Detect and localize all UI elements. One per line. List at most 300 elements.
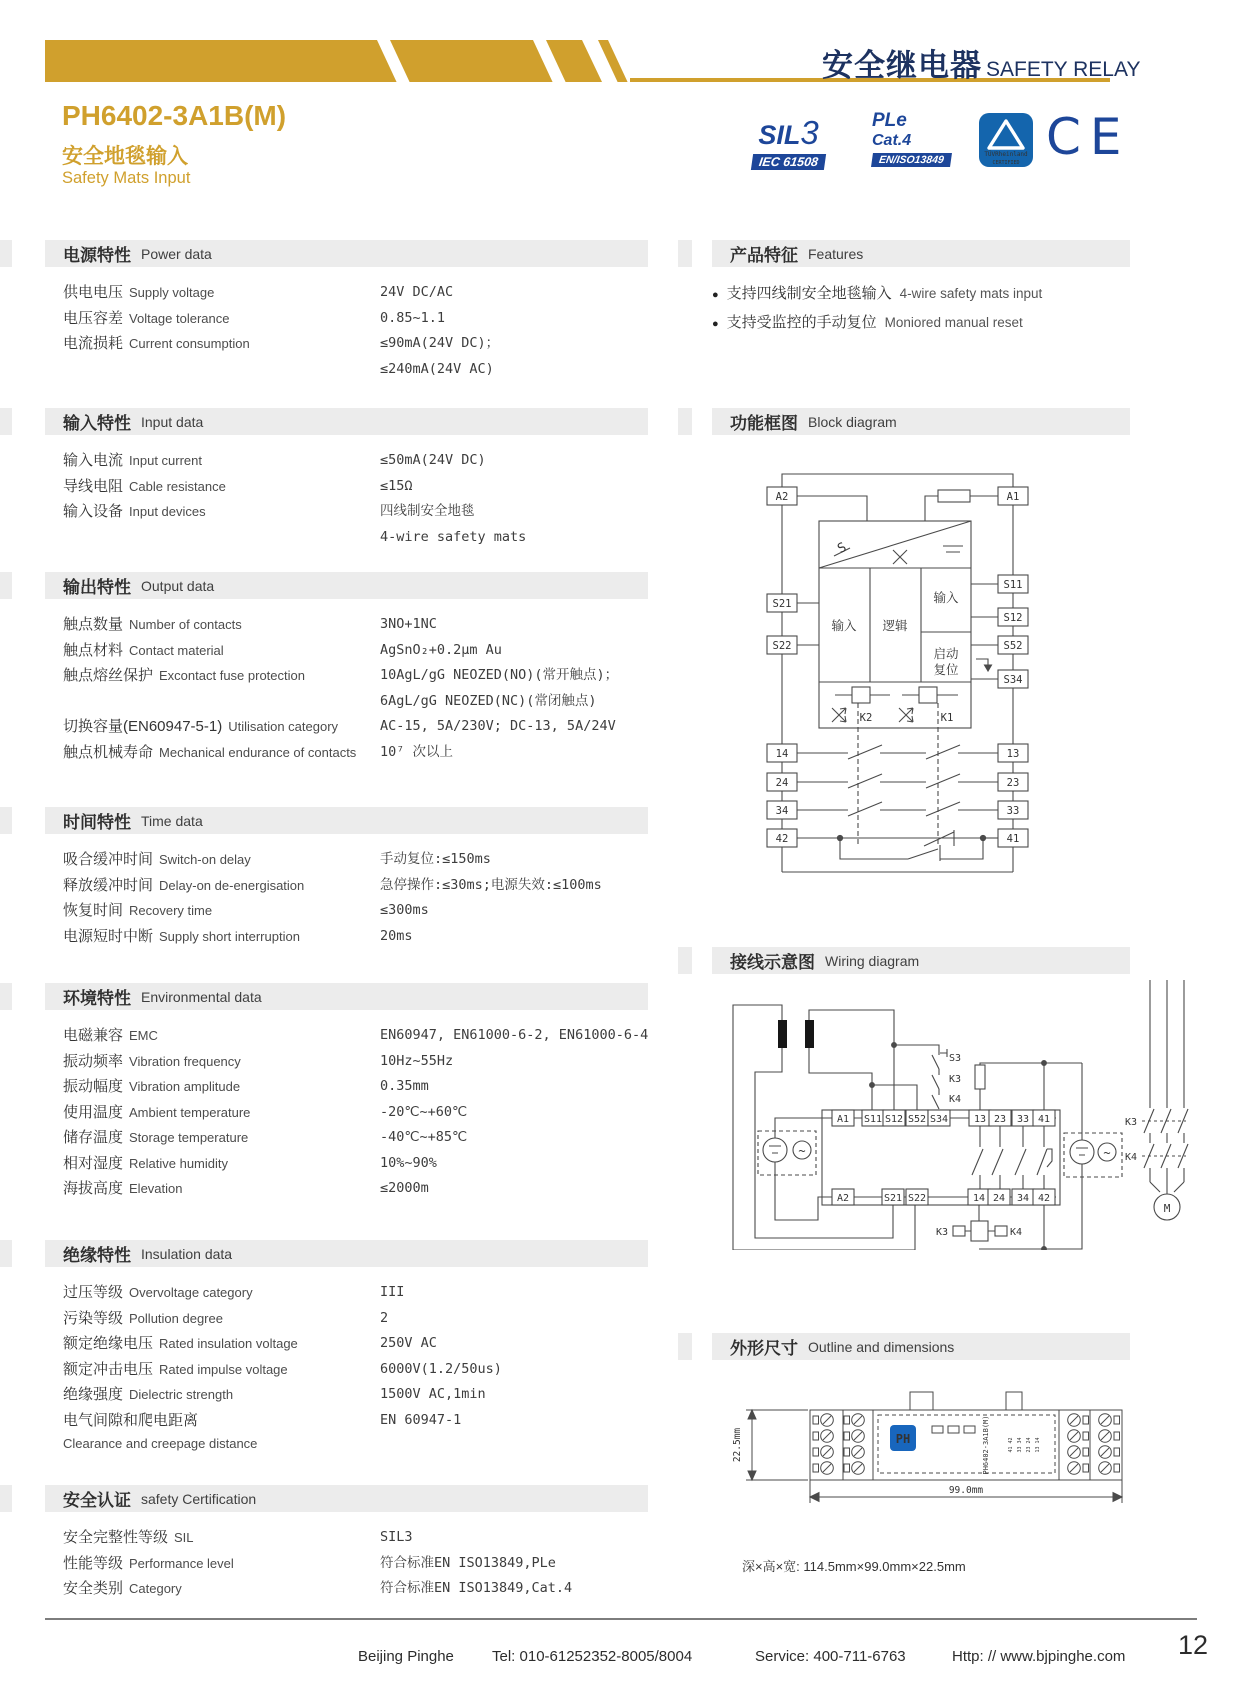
spec-value-line: AC-15, 5A/230V; DC-13, 5A/24V	[380, 718, 616, 734]
block-diagram	[700, 460, 1140, 885]
spec-row	[45, 1357, 648, 1383]
spec-label-cn: 触点数量	[63, 616, 124, 633]
spec-label-cn: 使用温度	[63, 1103, 124, 1121]
section-stub	[0, 1240, 12, 1267]
w-terminal-a2: A2	[836, 1193, 850, 1204]
ac-symbol-2: ~	[798, 1144, 806, 1158]
bullet-icon: ●	[712, 318, 719, 330]
section-rows	[45, 1010, 648, 1202]
w-terminal-s21: S21	[883, 1193, 903, 1204]
spec-value-line: 符合标准EN ISO13849,PLe	[380, 1554, 556, 1571]
bullet-icon: ●	[712, 289, 719, 301]
spec-value-line: 10AgL/gG NEOZED(NO)(常开触点)；	[380, 667, 619, 683]
spec-row-labels	[63, 1100, 380, 1126]
spec-value	[380, 638, 648, 664]
spec-value-line: 6000V(1.2/50us)	[380, 1360, 502, 1377]
spec-value	[380, 306, 648, 332]
spec-label-en: Elevation	[129, 1181, 183, 1196]
spec-value-line: 20ms	[380, 927, 413, 944]
terminal-s34: S34	[1003, 674, 1023, 686]
section-stub	[0, 240, 12, 267]
section-stub	[678, 408, 692, 435]
spec-label-en: Utilisation category	[228, 719, 339, 734]
input-block-label: 输入	[831, 618, 857, 633]
contact-pair-print: 23 24	[1026, 1437, 1032, 1453]
spec-value	[380, 1280, 648, 1306]
spec-value	[380, 1306, 648, 1332]
spec-row	[45, 924, 648, 950]
power-supply-s: S	[835, 539, 850, 557]
spec-row	[45, 306, 648, 332]
spec-row-labels	[63, 1306, 380, 1332]
spec-value	[380, 1151, 648, 1177]
spec-label-cn: 触点材料	[63, 641, 124, 659]
features-title-cn: 产品特征	[730, 246, 798, 265]
section-header	[45, 1485, 648, 1512]
section-stub	[0, 807, 12, 834]
spec-label-cn: 额定绝缘电压	[63, 1335, 154, 1352]
spec-label-en: Storage temperature	[129, 1130, 249, 1145]
section-header	[45, 408, 648, 435]
spec-value-line: AgSnO₂+0.2μm Au	[380, 641, 502, 658]
k3-contact-label: K3	[949, 1074, 962, 1085]
spec-label-en: Relative humidity	[129, 1155, 229, 1171]
dimensions-caption: 深×高×宽: 114.5mm×99.0mm×22.5mm	[742, 1559, 966, 1574]
spec-section	[0, 807, 648, 949]
spec-row	[45, 714, 648, 740]
s3-contact-label: S3	[949, 1053, 962, 1064]
spec-row-labels	[63, 847, 380, 873]
tuv-logo	[978, 112, 1034, 170]
header-title-en: SAFETY RELAY	[986, 58, 1141, 81]
spec-row-labels	[63, 740, 380, 766]
spec-label-cn: 恢复时间	[63, 902, 124, 919]
terminal-screws	[813, 1414, 1120, 1475]
spec-value-line: SIL3	[380, 1529, 413, 1545]
spec-value-line: ≤300ms	[380, 902, 429, 918]
spec-row-labels	[63, 612, 380, 638]
spec-label-en: Contact material	[129, 642, 224, 658]
spec-label-en: EMC	[129, 1028, 158, 1043]
spec-label-cn: 电流损耗	[63, 335, 124, 352]
footer-tel: Tel: 010-61252352-8005/8004	[492, 1648, 693, 1665]
k4-coil-label: K4	[1010, 1227, 1023, 1238]
spec-row-labels	[63, 924, 380, 950]
spec-value-line: 10%~90%	[380, 1154, 437, 1171]
section-stub	[0, 572, 12, 599]
w-terminal-s12: S12	[884, 1114, 904, 1125]
spec-row	[45, 1525, 648, 1551]
spec-row	[45, 1576, 648, 1602]
spec-label-cn: 相对湿度	[63, 1154, 124, 1172]
spec-label-en: Voltage tolerance	[129, 310, 230, 326]
spec-row-labels	[63, 1176, 380, 1202]
terminal-s11: S11	[1003, 579, 1023, 591]
spec-label-cn: 切换容量(EN60947-5-1)	[63, 718, 223, 735]
spec-row-labels	[63, 1331, 380, 1357]
feature-cn: 支持四线制安全地毯输入	[726, 285, 892, 302]
terminal-13: 13	[1006, 748, 1020, 760]
footer-company: Beijing Pinghe	[358, 1648, 454, 1665]
spec-row-labels	[63, 1125, 380, 1151]
section-rows	[45, 599, 648, 765]
terminal-34: 34	[775, 805, 789, 817]
spec-value	[380, 474, 648, 500]
w-terminal-34: 34	[1016, 1193, 1030, 1204]
spec-row	[45, 1151, 648, 1177]
tuv-sub: CERTIFIED	[992, 160, 1020, 166]
spec-value-line: ≤240mA(24V AC)	[380, 360, 494, 377]
spec-row-labels	[63, 474, 380, 500]
spec-label-en: Rated insulation voltage	[159, 1336, 298, 1351]
w-terminal-33: 33	[1016, 1114, 1030, 1125]
performance-level-logo	[872, 110, 951, 168]
spec-row	[45, 474, 648, 500]
sil-logo	[752, 114, 825, 171]
spec-label-en: Current consumption	[129, 336, 250, 351]
spec-row	[45, 280, 648, 306]
section-title-cn: 环境特性	[63, 989, 131, 1008]
spec-label-en: Number of contacts	[129, 617, 242, 632]
wiring-diagram	[690, 935, 1190, 1250]
spec-value	[380, 1125, 648, 1151]
spec-row-labels	[63, 873, 380, 899]
spec-row	[45, 1306, 648, 1332]
logic-block-label: 逻辑	[882, 618, 908, 633]
spec-label-en: Delay-on de-energisation	[159, 877, 305, 893]
spec-value-line: 急停操作:≤30ms;电源失效:≤100ms	[380, 876, 602, 893]
sil-standard-badge: IEC 61508	[751, 154, 826, 170]
spec-value	[380, 1382, 648, 1408]
terminal-s12: S12	[1003, 612, 1023, 624]
gold-header-band	[45, 40, 605, 82]
spec-value	[380, 924, 648, 950]
spec-row	[45, 499, 648, 550]
spec-value-line: 符合标准EN ISO13849,Cat.4	[380, 1580, 573, 1596]
spec-label-cn: 海拔高度	[63, 1180, 124, 1197]
contact-pair-print: 41 42	[1008, 1437, 1014, 1453]
w-terminal-14: 14	[972, 1193, 986, 1204]
spec-row-labels	[63, 306, 380, 332]
k4-contact-label: K4	[949, 1094, 962, 1105]
spec-value	[380, 1023, 648, 1049]
spec-label-en: Category	[129, 1581, 182, 1596]
section-title-cn: 绝缘特性	[63, 1246, 131, 1265]
motor-label: M	[1163, 1202, 1171, 1215]
ce-mark: CE	[1046, 108, 1131, 166]
spec-row-labels	[63, 638, 380, 664]
section-title-en: Input data	[141, 413, 204, 430]
safety-mat-plate-2	[805, 1020, 814, 1048]
spec-row	[45, 663, 648, 714]
spec-row-labels	[63, 1049, 380, 1075]
spec-section	[0, 1240, 648, 1454]
features-list	[712, 280, 1142, 338]
spec-value-line: -20℃~+60℃	[380, 1103, 468, 1120]
spec-row	[45, 1551, 648, 1577]
spec-value-line: ≤2000m	[380, 1180, 429, 1196]
section-header	[45, 1240, 648, 1267]
w-terminal-42: 42	[1037, 1193, 1051, 1204]
section-title-en: Environmental data	[141, 988, 262, 1005]
w-terminal-s34: S34	[929, 1114, 949, 1125]
spec-label-en: Pollution degree	[129, 1310, 223, 1326]
section-stub	[0, 983, 12, 1010]
section-header	[45, 983, 648, 1010]
spec-value-line: 2	[380, 1309, 389, 1326]
spec-label-cn: 电气间隙和爬电距离	[63, 1411, 199, 1429]
features-title-en: Features	[808, 245, 864, 262]
section-title-en: safety Certification	[141, 1490, 257, 1507]
spec-value	[380, 1049, 648, 1075]
feature-item	[712, 309, 1142, 338]
spec-label-en: Vibration frequency	[129, 1053, 241, 1069]
ac-symbol: ~	[1103, 1146, 1111, 1160]
spec-row	[45, 1100, 648, 1126]
spec-label-cn: 吸合缓冲时间	[63, 851, 154, 868]
spec-row	[45, 638, 648, 664]
spec-label-en: Supply short interruption	[159, 928, 300, 944]
input-block-label-2: 输入	[933, 590, 959, 605]
spec-label-en: Vibration amplitude	[129, 1079, 241, 1094]
spec-row-labels	[63, 663, 380, 714]
spec-row	[45, 612, 648, 638]
w-terminal-s11: S11	[863, 1114, 883, 1125]
spec-label-cn: 导线电阻	[63, 477, 124, 495]
terminal-24: 24	[775, 777, 789, 789]
tuv-brand: TÜVRheinland	[984, 151, 1028, 158]
reset-label: 复位	[933, 662, 959, 677]
pl-standard-badge: EN/ISO13849	[871, 153, 952, 167]
spec-value	[380, 499, 648, 550]
section-rows	[45, 435, 648, 550]
section-title-en: Time data	[141, 812, 203, 829]
terminal-s22: S22	[772, 640, 792, 652]
spec-label-en: Ambient temperature	[129, 1104, 251, 1120]
spec-label-en: Cable resistance	[129, 478, 226, 494]
k3-phase-label: K3	[1124, 1117, 1137, 1128]
spec-row-labels	[63, 280, 380, 306]
spec-row-labels	[63, 1023, 380, 1049]
spec-value	[380, 1176, 648, 1202]
terminal-14: 14	[775, 748, 789, 760]
terminal-33: 33	[1006, 805, 1020, 817]
outline-drawing	[690, 1385, 1190, 1510]
spec-label-cn: 输入电流	[63, 452, 124, 469]
spec-section	[0, 1485, 648, 1602]
spec-value	[380, 448, 648, 474]
spec-label-en: Input devices	[129, 504, 206, 519]
safety-mat-plate-1	[778, 1020, 787, 1048]
spec-row	[45, 1382, 648, 1408]
spec-value	[380, 280, 648, 306]
wiring-title-en: Wiring diagram	[825, 952, 920, 969]
spec-value-line: 10Hz~55Hz	[380, 1052, 454, 1069]
start-label: 启动	[933, 646, 959, 661]
sil-level: 3	[800, 114, 819, 151]
section-rows	[45, 834, 648, 949]
spec-value-line: EN 60947-1	[380, 1411, 462, 1428]
spec-value-line: 10⁷ 次以上	[380, 743, 454, 760]
w-terminal-s22: S22	[907, 1193, 927, 1204]
feature-cn: 支持受监控的手动复位	[726, 314, 877, 331]
band-slash-2	[533, 40, 566, 82]
spec-row-labels	[63, 898, 380, 924]
section-rows	[45, 1512, 648, 1602]
section-header	[45, 807, 648, 834]
device-model-print: PH6402-3A1B(M)	[982, 1415, 990, 1475]
spec-value	[380, 898, 648, 924]
spec-value-line: 1500V AC,1min	[380, 1386, 486, 1402]
section-stub	[678, 240, 692, 267]
section-header	[45, 240, 648, 267]
block-diagram-wires	[782, 474, 1013, 872]
footer-divider	[45, 1618, 1197, 1620]
spec-value-line: 3NO+1NC	[380, 616, 437, 632]
band-end-sliver	[598, 40, 628, 82]
spec-label-en: SIL	[174, 1530, 194, 1545]
section-rows	[45, 267, 648, 382]
spec-value	[380, 873, 648, 899]
spec-label-cn: 触点熔丝保护	[63, 667, 154, 684]
outline-body	[746, 1392, 1122, 1503]
spec-label-cn: 振动频率	[63, 1052, 124, 1070]
spec-row	[45, 898, 648, 924]
spec-row-labels	[63, 1151, 380, 1177]
relay-k1-label: K1	[940, 712, 954, 724]
height-dimension: 22.5mm	[732, 1427, 743, 1463]
outline-title-en: Outline and dimensions	[808, 1338, 955, 1355]
spec-row-labels	[63, 1408, 380, 1454]
spec-row	[45, 1049, 648, 1075]
spec-value	[380, 331, 648, 382]
section-title-cn: 输入特性	[63, 414, 131, 433]
spec-row	[45, 1074, 648, 1100]
spec-label-en: Overvoltage category	[129, 1285, 253, 1300]
spec-row-labels	[63, 1357, 380, 1383]
spec-row	[45, 740, 648, 766]
contact-pair-print: 33 34	[1017, 1437, 1023, 1453]
spec-row	[45, 448, 648, 474]
header-title-cn: 安全继电器	[822, 48, 982, 83]
spec-label-cn: 性能等级	[63, 1554, 124, 1572]
spec-label-cn: 触点机械寿命	[63, 743, 154, 761]
section-title-cn: 安全认证	[63, 1491, 131, 1510]
spec-value	[380, 663, 648, 714]
spec-label-en: Dielectric strength	[129, 1387, 234, 1402]
spec-label-cn: 输入设备	[63, 503, 124, 520]
spec-row-labels	[63, 1576, 380, 1602]
w-terminal-s52: S52	[907, 1114, 927, 1125]
spec-label-en: Rated impulse voltage	[159, 1361, 288, 1377]
spec-row	[45, 1023, 648, 1049]
section-title-en: Output data	[141, 577, 215, 594]
section-rows	[45, 1267, 648, 1454]
spec-label-cn: 供电电压	[63, 284, 124, 301]
section-header	[45, 572, 648, 599]
product-subtitle-cn: 安全地毯输入	[62, 145, 188, 168]
block-diagram-section-header	[678, 408, 1130, 435]
block-diagram-cjk	[831, 590, 959, 677]
w-terminal-a1: A1	[836, 1114, 850, 1125]
relay-k2-label: K2	[859, 712, 873, 724]
spec-label-cn: 电源短时中断	[63, 927, 154, 945]
spec-label-en: Excontact fuse protection	[159, 668, 305, 683]
spec-value-line: -40℃~+85℃	[380, 1129, 468, 1145]
spec-label-cn: 电磁兼容	[63, 1027, 124, 1044]
spec-row-labels	[63, 1525, 380, 1551]
spec-value-line: 250V AC	[380, 1335, 437, 1351]
spec-label-en: Clearance and creepage distance	[63, 1435, 258, 1451]
spec-value	[380, 1525, 648, 1551]
terminal-s21: S21	[772, 598, 792, 610]
outline-section-header	[678, 1333, 1130, 1360]
spec-row-labels	[63, 714, 380, 740]
spec-value	[380, 1331, 648, 1357]
spec-value-line: 手动复位:≤150ms	[380, 851, 491, 867]
spec-row	[45, 1408, 648, 1454]
spec-label-cn: 释放缓冲时间	[63, 876, 154, 894]
spec-row	[45, 1176, 648, 1202]
terminal-a2: A2	[775, 491, 789, 503]
spec-row-labels	[63, 499, 380, 550]
spec-value	[380, 1551, 648, 1577]
spec-label-cn: 安全完整性等级	[63, 1529, 169, 1546]
section-title-cn: 电源特性	[63, 246, 131, 265]
section-title-en: Insulation data	[141, 1245, 233, 1262]
spec-value	[380, 740, 648, 766]
spec-label-cn: 安全类别	[63, 1580, 124, 1597]
spec-label-cn: 额定冲击电压	[63, 1360, 154, 1378]
spec-value	[380, 1074, 648, 1100]
wiring-diagram-wires	[733, 980, 1188, 1250]
terminal-s52: S52	[1003, 640, 1023, 652]
spec-value	[380, 847, 648, 873]
spec-label-cn: 绝缘强度	[63, 1386, 124, 1403]
section-stub	[0, 1485, 12, 1512]
spec-row-labels	[63, 1551, 380, 1577]
outline-title-cn: 外形尺寸	[730, 1339, 798, 1358]
section-title-cn: 输出特性	[63, 578, 131, 597]
feature-en: 4-wire safety mats input	[899, 286, 1043, 301]
spec-row	[45, 847, 648, 873]
sil-prefix: SIL	[758, 120, 801, 150]
spec-row	[45, 1331, 648, 1357]
features-section-header	[678, 240, 1130, 267]
contact-pair-print: 13 14	[1035, 1437, 1041, 1453]
terminal-41: 41	[1006, 833, 1020, 845]
spec-section	[0, 408, 648, 550]
spec-label-cn: 电压容差	[63, 309, 124, 327]
spec-row-labels	[63, 448, 380, 474]
block-title-en: Block diagram	[808, 413, 897, 430]
spec-section	[0, 240, 648, 382]
spec-value-line: ≤90mA(24V DC)；	[380, 335, 500, 351]
w-terminal-23: 23	[993, 1114, 1007, 1125]
spec-value-line: 6AgL/gG NEOZED(NC)(常闭触点)	[380, 692, 597, 709]
spec-row-labels	[63, 1382, 380, 1408]
spec-label-en: Switch-on delay	[159, 852, 251, 867]
w-terminal-13: 13	[973, 1114, 987, 1125]
width-dimension: 99.0mm	[948, 1485, 984, 1496]
page-header-title	[822, 40, 1140, 85]
section-stub	[678, 1333, 692, 1360]
pl-line2: Cat.4	[872, 132, 912, 149]
spec-value	[380, 1576, 648, 1602]
product-subtitle-en: Safety Mats Input	[62, 169, 191, 187]
spec-value-line: EN60947, EN61000-6-2, EN61000-6-4	[380, 1027, 649, 1043]
spec-row-labels	[63, 1280, 380, 1306]
